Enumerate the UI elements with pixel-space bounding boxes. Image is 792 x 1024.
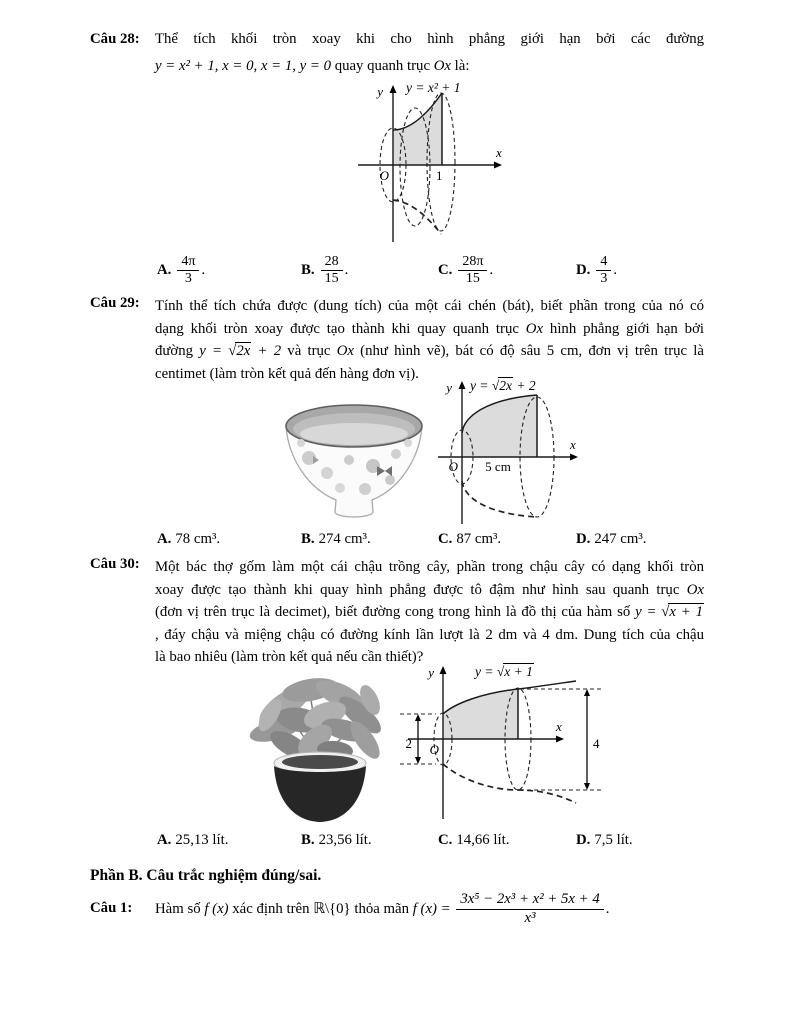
axis-ox: Ox — [336, 343, 354, 359]
bowl-illustration — [279, 396, 429, 524]
question-30-line3: (đơn vị trên trục là decimet), biết đường cong trong hình là đồ thị của hàm số y = √x + 1 — [155, 604, 704, 620]
answer-a: A. $\frac{4\pi}{3}$ . — [157, 254, 206, 287]
fraction: $\frac{28\pi}{15}$ — [458, 254, 487, 287]
sqrt-sign: √ — [496, 664, 505, 679]
pattern-blob — [297, 439, 305, 447]
answer-b: B. 23,56 lít. — [301, 832, 372, 848]
question-30-line4: , đáy chậu và miệng chậu có đường kính lần lượt là 2 dm và 4 dm. Dung tích của chậu — [155, 626, 704, 643]
answer-letter: B. — [301, 262, 315, 278]
y-axis-label: y — [446, 380, 452, 395]
fraction: $\frac{4}{3}$ — [596, 254, 611, 287]
y-axis-arrow — [440, 666, 447, 674]
equation: y = — [199, 343, 229, 359]
part-b-heading: Phần B. Câu trắc nghiệm đúng/sai. — [90, 867, 322, 884]
x-axis-label: x — [556, 719, 562, 734]
answer-a: A. 78 cm³. — [157, 531, 221, 547]
function-fx-equals: f (x) = — [412, 901, 455, 917]
q29-answer-row — [90, 528, 704, 552]
plant-photo — [245, 660, 395, 828]
figure-q29-graph — [432, 378, 584, 528]
y-axis-arrow — [390, 85, 397, 93]
equation: y = — [635, 604, 662, 620]
answer-letter: C. — [438, 531, 453, 547]
bowl-interior-front — [300, 423, 408, 445]
solid-lower-silhouette — [393, 200, 441, 234]
question-29-line4: centimet (làm tròn kết quả đến hàng đơn vị). — [155, 365, 419, 382]
question-29-line2: dạng khối tròn xoay được tạo thành khi quay quanh trục Ox hình phẳng giới hạn bởi — [155, 320, 705, 337]
x-axis-label: x — [496, 145, 502, 160]
x-axis-arrow — [494, 162, 502, 169]
pattern-blob — [391, 449, 401, 459]
pattern-blob — [359, 483, 371, 495]
math-equations: y = x² + 1, x = 0, x = 1, y = 0 — [155, 58, 335, 74]
y-axis-label: y — [428, 665, 434, 680]
pattern-blob — [385, 475, 395, 485]
pattern-blob — [344, 455, 354, 465]
depth-dimension: 5 cm — [485, 459, 511, 474]
figure-q28-graph — [350, 84, 515, 246]
answer-letter: B. — [301, 832, 315, 848]
figure-q30-rotation-solid — [380, 663, 608, 825]
question-30-line5: là bao nhiêu (làm tròn kết quả nếu cần thiết)? — [155, 649, 424, 665]
radicand: x + 1 — [504, 664, 533, 679]
diameter-2-label: 2 — [405, 736, 412, 751]
shaded-region — [462, 395, 537, 457]
answer-b: B. 274 cm³. — [301, 531, 371, 547]
solid-lower-silhouette — [443, 764, 576, 803]
answer-d: D. 247 cm³. — [576, 531, 647, 547]
pattern-blob — [404, 439, 412, 447]
pattern-blob — [321, 467, 333, 479]
y-axis-label: y — [377, 84, 383, 99]
question-28 — [90, 26, 704, 80]
x-axis-arrow — [570, 454, 578, 461]
curve-equation-label: y = √2x + 2 — [470, 378, 536, 393]
question-30 — [90, 556, 704, 669]
sqrt-sign: √ — [228, 343, 237, 359]
axis-ox: Ox — [525, 320, 544, 337]
radicand: x + 1 — [669, 604, 704, 620]
solid-lower-silhouette — [462, 481, 537, 517]
fraction: $\frac{28}{15}$ — [321, 254, 343, 287]
curve-equation-label: y = x² + 1 — [406, 80, 461, 95]
domain-set: ℝ\{0} — [313, 901, 351, 917]
answer-letter: C. — [438, 262, 453, 278]
question-29-line1: Tính thể tích chứa được (dung tích) của một cái chén (bát), biết phần trong của nó có — [155, 298, 704, 314]
question-28-line2: y = x² + 1, x = 0, x = 1, y = 0 quay quanh trục Ox là: — [155, 58, 470, 74]
figure-q30-graph — [380, 663, 608, 825]
leaves — [247, 674, 386, 765]
function-fx: f (x) — [204, 901, 229, 917]
plant-illustration — [245, 660, 395, 828]
answer-a: A. 25,13 lít. — [157, 832, 229, 848]
x-axis-arrow — [556, 736, 564, 743]
answer-c: C. 87 cm³. — [438, 531, 502, 547]
figure-q29-rotation-solid — [432, 378, 584, 528]
question-30-line2: xoay được tạo thành khi quay hình phẳng được tô đậm như hình sau quanh trục Ox — [155, 581, 704, 598]
question-29 — [90, 295, 704, 385]
answer-letter: A. — [157, 531, 172, 547]
diameter-4-label: 4 — [593, 736, 600, 751]
answer-letter: C. — [438, 832, 453, 848]
axis-ox: Ox — [686, 581, 704, 598]
answer-c: C. 14,66 lít. — [438, 832, 510, 848]
x-tick-1: 1 — [436, 168, 443, 183]
q28-answer-row — [90, 250, 704, 296]
q30-answer-row — [90, 829, 704, 853]
question-30-label: Câu 30: — [90, 556, 140, 572]
pattern-blob — [335, 483, 345, 493]
function-fraction: $\frac{\text{3x⁵ − 2x³ + x² + 5x + 4}}{\text{x³}}$ — [456, 891, 603, 928]
question-1-label: Câu 1: — [90, 900, 133, 916]
question-30-line1: Một bác thợ gốm làm một cái chậu trồng cây, phần trong chậu cây có dạng khối tròn — [155, 559, 704, 575]
answer-b: B. $\frac{28}{15}$ . — [301, 254, 349, 287]
origin-label: O — [429, 742, 439, 757]
question-1: Câu 1: Hàm số f (x) xác định trên ℝ\{0} thỏa mãn f (x) = $\frac{\text{3x⁵ − 2x³ + x² + 5x + 4}}{\text{x³}}$ . — [90, 891, 610, 927]
answer-letter: D. — [576, 531, 591, 547]
bowl-photo — [279, 396, 429, 524]
question-28-line1: Thể tích khối tròn xoay khi cho hình phẳng giới hạn bởi các đường — [155, 31, 704, 47]
axis-ox: Ox — [433, 58, 451, 74]
origin-label: O — [379, 168, 389, 183]
answer-letter: B. — [301, 531, 315, 547]
radicand: 2x — [499, 378, 513, 393]
pot-body — [274, 766, 366, 822]
answer-c: C. $\frac{28\pi}{15}$ . — [438, 254, 494, 287]
answer-letter: A. — [157, 262, 172, 278]
x-axis-label: x — [570, 437, 576, 452]
sqrt-sign: √ — [661, 604, 670, 620]
answer-letter: D. — [576, 262, 591, 278]
origin-label: O — [448, 459, 458, 474]
y-axis-arrow — [459, 381, 466, 389]
answer-letter: A. — [157, 832, 172, 848]
question-29-label: Câu 29: — [90, 295, 140, 311]
radicand: 2x — [236, 343, 251, 359]
answer-letter: D. — [576, 832, 591, 848]
question-29-line3: đường y = √2x + 2 và trục Ox (như hình vẽ), bát có độ sâu 5 cm, đơn vị trên trục là — [155, 343, 704, 359]
curve-equation-label: y = √x + 1 — [475, 664, 533, 679]
question-28-label: Câu 28: — [90, 31, 140, 47]
pot-soil — [282, 755, 358, 769]
answer-d: D. 7,5 lít. — [576, 832, 633, 848]
figure-q28-rotation-solid — [350, 80, 515, 246]
answer-d: D. $\frac{4}{3}$ . — [576, 254, 618, 287]
sqrt-sign: √ — [491, 378, 500, 393]
fraction: $\frac{4\pi}{3}$ — [177, 254, 199, 287]
